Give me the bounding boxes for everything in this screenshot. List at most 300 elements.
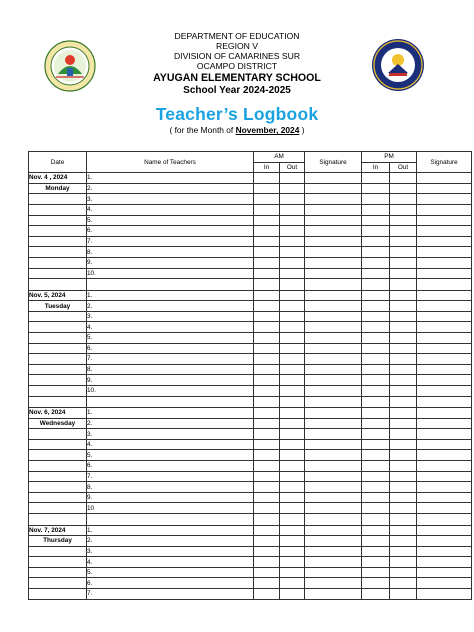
teacher-number-cell: 3.: [87, 311, 254, 322]
am-in-cell: [254, 439, 280, 450]
am-out-cell: [280, 364, 305, 375]
am-in-cell: [254, 173, 280, 184]
signature-am-cell: [305, 536, 362, 547]
am-in-cell: [254, 385, 280, 396]
teacher-number-cell: 8.: [87, 482, 254, 493]
am-in-cell: [254, 247, 280, 258]
table-row: [29, 226, 472, 237]
empty-cell: [417, 514, 472, 526]
table-row: [29, 183, 472, 194]
signature-pm-cell: [417, 290, 472, 301]
empty-cell: [29, 471, 87, 482]
signature-am-cell: [305, 492, 362, 503]
am-in-cell: [254, 194, 280, 205]
signature-pm-cell: [417, 567, 472, 578]
table-row: [29, 408, 472, 419]
am-in-cell: [254, 226, 280, 237]
pm-in-cell: [362, 226, 390, 237]
empty-cell: [362, 279, 390, 291]
pm-out-cell: [390, 375, 417, 386]
empty-cell: [29, 268, 87, 279]
pm-out-cell: [390, 215, 417, 226]
pm-in-cell: [362, 215, 390, 226]
am-out-cell: [280, 525, 305, 536]
am-in-cell: [254, 354, 280, 365]
am-out-cell: [280, 546, 305, 557]
subtitle: [0, 125, 474, 135]
subtitle-suffix: ): [299, 125, 305, 135]
table-row: [29, 354, 472, 365]
empty-cell: [29, 247, 87, 258]
empty-cell: [29, 375, 87, 386]
empty-cell: [362, 514, 390, 526]
empty-cell: [87, 279, 254, 291]
empty-cell: [29, 461, 87, 472]
am-in-cell: [254, 301, 280, 312]
pm-in-cell: [362, 343, 390, 354]
weekday-cell: Monday: [29, 183, 87, 194]
teacher-number-cell: 2.: [87, 418, 254, 429]
pm-out-cell: [390, 364, 417, 375]
am-out-cell: [280, 290, 305, 301]
pm-out-cell: [390, 429, 417, 440]
empty-cell: [29, 354, 87, 365]
school-year: School Year 2024-2025: [183, 84, 291, 96]
pm-out-cell: [390, 333, 417, 344]
signature-am-cell: [305, 311, 362, 322]
signature-am-cell: [305, 236, 362, 247]
empty-cell: [362, 396, 390, 408]
pm-out-cell: [390, 343, 417, 354]
am-out-cell: [280, 215, 305, 226]
date-cell: Nov. 6, 2024: [29, 408, 87, 419]
teacher-number-cell: 2.: [87, 301, 254, 312]
signature-pm-cell: [417, 578, 472, 589]
pm-in-cell: [362, 301, 390, 312]
signature-am-cell: [305, 546, 362, 557]
table-row: [29, 589, 472, 600]
teacher-number-cell: 6.: [87, 226, 254, 237]
am-out-cell: [280, 226, 305, 237]
table-row: [29, 567, 472, 578]
empty-cell: [29, 546, 87, 557]
signature-pm-cell: [417, 204, 472, 215]
signature-pm-cell: [417, 236, 472, 247]
signature-am-cell: [305, 301, 362, 312]
table-row: [29, 215, 472, 226]
signature-am-cell: [305, 567, 362, 578]
am-out-cell: [280, 408, 305, 419]
am-out-cell: [280, 268, 305, 279]
am-in-cell: [254, 482, 280, 493]
signature-pm-cell: [417, 557, 472, 568]
header-pm: PM: [362, 152, 417, 163]
am-out-cell: [280, 567, 305, 578]
am-out-cell: [280, 311, 305, 322]
date-cell: Nov. 5, 2024: [29, 290, 87, 301]
signature-am-cell: [305, 183, 362, 194]
am-out-cell: [280, 471, 305, 482]
empty-cell: [417, 396, 472, 408]
table-row: [29, 290, 472, 301]
signature-am-cell: [305, 471, 362, 482]
teacher-number-cell: 4.: [87, 322, 254, 333]
teacher-number-cell: 1.: [87, 173, 254, 184]
teacher-number-cell: 10.: [87, 268, 254, 279]
am-in-cell: [254, 567, 280, 578]
header-name-of-teachers: Name of Teachers: [87, 152, 254, 173]
empty-cell: [305, 396, 362, 408]
pm-in-cell: [362, 578, 390, 589]
table-row: [29, 461, 472, 472]
pm-out-cell: [390, 546, 417, 557]
teacher-number-cell: 5.: [87, 450, 254, 461]
spacer-row: [29, 514, 472, 526]
pm-out-cell: [390, 236, 417, 247]
teacher-number-cell: 7.: [87, 589, 254, 600]
teacher-number-cell: 10.: [87, 385, 254, 396]
pm-in-cell: [362, 536, 390, 547]
am-out-cell: [280, 589, 305, 600]
pm-in-cell: [362, 354, 390, 365]
pm-in-cell: [362, 503, 390, 514]
am-out-cell: [280, 173, 305, 184]
logbook-table: [28, 151, 472, 600]
am-out-cell: [280, 557, 305, 568]
pm-out-cell: [390, 204, 417, 215]
empty-cell: [417, 279, 472, 291]
district-line: OCAMPO DISTRICT: [196, 61, 278, 71]
signature-pm-cell: [417, 215, 472, 226]
pm-in-cell: [362, 194, 390, 205]
table-row: [29, 471, 472, 482]
signature-pm-cell: [417, 492, 472, 503]
table-row: [29, 236, 472, 247]
signature-am-cell: [305, 290, 362, 301]
empty-cell: [29, 492, 87, 503]
pm-in-cell: [362, 364, 390, 375]
am-out-cell: [280, 429, 305, 440]
pm-out-cell: [390, 461, 417, 472]
signature-am-cell: [305, 557, 362, 568]
teacher-number-cell: 3.: [87, 194, 254, 205]
spacer-row: [29, 396, 472, 408]
pm-out-cell: [390, 408, 417, 419]
teacher-number-cell: 8.: [87, 364, 254, 375]
pm-out-cell: [390, 567, 417, 578]
am-in-cell: [254, 183, 280, 194]
table-row: [29, 557, 472, 568]
signature-am-cell: [305, 385, 362, 396]
pm-out-cell: [390, 268, 417, 279]
signature-pm-cell: [417, 429, 472, 440]
pm-out-cell: [390, 311, 417, 322]
am-out-cell: [280, 322, 305, 333]
table-row: [29, 364, 472, 375]
empty-cell: [29, 279, 87, 291]
signature-pm-cell: [417, 525, 472, 536]
am-out-cell: [280, 461, 305, 472]
signature-am-cell: [305, 364, 362, 375]
am-in-cell: [254, 471, 280, 482]
pm-out-cell: [390, 536, 417, 547]
signature-pm-cell: [417, 354, 472, 365]
pm-in-cell: [362, 461, 390, 472]
empty-cell: [29, 322, 87, 333]
signature-am-cell: [305, 343, 362, 354]
region-line: REGION V: [215, 41, 259, 51]
signature-pm-cell: [417, 343, 472, 354]
pm-in-cell: [362, 311, 390, 322]
pm-in-cell: [362, 173, 390, 184]
signature-am-cell: [305, 247, 362, 258]
pm-in-cell: [362, 482, 390, 493]
signature-pm-cell: [417, 257, 472, 268]
am-out-cell: [280, 439, 305, 450]
table-row: [29, 311, 472, 322]
pm-out-cell: [390, 385, 417, 396]
am-out-cell: [280, 301, 305, 312]
teacher-number-cell: 6.: [87, 578, 254, 589]
signature-pm-cell: [417, 482, 472, 493]
am-in-cell: [254, 215, 280, 226]
signature-am-cell: [305, 525, 362, 536]
teacher-number-cell: 1.: [87, 525, 254, 536]
empty-cell: [254, 514, 280, 526]
table-row: [29, 482, 472, 493]
table-row: [29, 343, 472, 354]
signature-am-cell: [305, 194, 362, 205]
table-row: [29, 194, 472, 205]
am-in-cell: [254, 322, 280, 333]
am-in-cell: [254, 311, 280, 322]
pm-out-cell: [390, 173, 417, 184]
teacher-number-cell: 9.: [87, 492, 254, 503]
am-in-cell: [254, 578, 280, 589]
signature-am-cell: [305, 333, 362, 344]
teacher-number-cell: 2.: [87, 536, 254, 547]
am-out-cell: [280, 385, 305, 396]
pm-in-cell: [362, 439, 390, 450]
empty-cell: [29, 396, 87, 408]
am-in-cell: [254, 557, 280, 568]
pm-in-cell: [362, 525, 390, 536]
empty-cell: [29, 236, 87, 247]
date-cell: Nov. 4 , 2024: [29, 173, 87, 184]
table-row: [29, 546, 472, 557]
table-row: [29, 322, 472, 333]
empty-cell: [390, 514, 417, 526]
header-am-out: Out: [280, 162, 305, 173]
signature-pm-cell: [417, 450, 472, 461]
am-out-cell: [280, 375, 305, 386]
empty-cell: [305, 279, 362, 291]
signature-am-cell: [305, 173, 362, 184]
pm-in-cell: [362, 492, 390, 503]
pm-in-cell: [362, 546, 390, 557]
signature-pm-cell: [417, 589, 472, 600]
pm-out-cell: [390, 257, 417, 268]
am-in-cell: [254, 461, 280, 472]
am-out-cell: [280, 578, 305, 589]
pm-out-cell: [390, 183, 417, 194]
pm-out-cell: [390, 471, 417, 482]
pm-in-cell: [362, 257, 390, 268]
empty-cell: [29, 482, 87, 493]
am-out-cell: [280, 482, 305, 493]
teacher-number-cell: 6.: [87, 461, 254, 472]
pm-out-cell: [390, 450, 417, 461]
signature-pm-cell: [417, 173, 472, 184]
table-row: [29, 247, 472, 258]
signature-pm-cell: [417, 536, 472, 547]
pm-out-cell: [390, 247, 417, 258]
pm-out-cell: [390, 290, 417, 301]
empty-cell: [29, 557, 87, 568]
table-row: [29, 173, 472, 184]
table-row: [29, 268, 472, 279]
empty-cell: [29, 385, 87, 396]
empty-cell: [29, 215, 87, 226]
teacher-number-cell: 4.: [87, 204, 254, 215]
signature-pm-cell: [417, 183, 472, 194]
pm-in-cell: [362, 557, 390, 568]
am-in-cell: [254, 204, 280, 215]
signature-am-cell: [305, 354, 362, 365]
teacher-number-cell: 7.: [87, 471, 254, 482]
spacer-row: [29, 279, 472, 291]
signature-am-cell: [305, 322, 362, 333]
teacher-number-cell: 3.: [87, 546, 254, 557]
am-in-cell: [254, 536, 280, 547]
am-in-cell: [254, 525, 280, 536]
empty-cell: [29, 429, 87, 440]
pm-out-cell: [390, 503, 417, 514]
pm-out-cell: [390, 589, 417, 600]
am-out-cell: [280, 257, 305, 268]
empty-cell: [29, 311, 87, 322]
signature-pm-cell: [417, 364, 472, 375]
am-out-cell: [280, 236, 305, 247]
weekday-cell: Wednesday: [29, 418, 87, 429]
header-date: Date: [29, 152, 87, 173]
empty-cell: [29, 514, 87, 526]
pm-in-cell: [362, 322, 390, 333]
am-in-cell: [254, 408, 280, 419]
pm-in-cell: [362, 385, 390, 396]
table-row: [29, 418, 472, 429]
signature-am-cell: [305, 503, 362, 514]
signature-pm-cell: [417, 408, 472, 419]
pm-in-cell: [362, 408, 390, 419]
am-in-cell: [254, 268, 280, 279]
empty-cell: [29, 257, 87, 268]
empty-cell: [29, 578, 87, 589]
am-out-cell: [280, 450, 305, 461]
empty-cell: [29, 439, 87, 450]
signature-am-cell: [305, 482, 362, 493]
signature-pm-cell: [417, 322, 472, 333]
school-name: AYUGAN ELEMENTARY SCHOOL: [153, 72, 321, 84]
pm-in-cell: [362, 333, 390, 344]
table-row: [29, 450, 472, 461]
teacher-number-cell: 5.: [87, 215, 254, 226]
table-row: [29, 492, 472, 503]
am-out-cell: [280, 418, 305, 429]
pm-out-cell: [390, 525, 417, 536]
pm-in-cell: [362, 204, 390, 215]
signature-pm-cell: [417, 461, 472, 472]
table-row: [29, 525, 472, 536]
pm-in-cell: [362, 567, 390, 578]
pm-out-cell: [390, 226, 417, 237]
signature-pm-cell: [417, 375, 472, 386]
signature-am-cell: [305, 204, 362, 215]
weekday-cell: Thursday: [29, 536, 87, 547]
am-in-cell: [254, 418, 280, 429]
empty-cell: [29, 364, 87, 375]
teacher-number-cell: 7.: [87, 354, 254, 365]
signature-am-cell: [305, 215, 362, 226]
header-am-in: In: [254, 162, 280, 173]
pm-out-cell: [390, 194, 417, 205]
pm-in-cell: [362, 183, 390, 194]
am-in-cell: [254, 375, 280, 386]
signature-am-cell: [305, 450, 362, 461]
table-row: [29, 204, 472, 215]
header-pm-out: Out: [390, 162, 417, 173]
pm-out-cell: [390, 418, 417, 429]
am-in-cell: [254, 364, 280, 375]
teacher-number-cell: 1.: [87, 408, 254, 419]
pm-in-cell: [362, 236, 390, 247]
teacher-number-cell: 9.: [87, 257, 254, 268]
teacher-number-cell: 2.: [87, 183, 254, 194]
empty-cell: [29, 343, 87, 354]
table-row: [29, 439, 472, 450]
pm-out-cell: [390, 354, 417, 365]
subtitle-month: November, 2024: [235, 125, 300, 135]
am-in-cell: [254, 257, 280, 268]
pm-out-cell: [390, 322, 417, 333]
empty-cell: [29, 194, 87, 205]
am-out-cell: [280, 183, 305, 194]
table-row: [29, 301, 472, 312]
am-in-cell: [254, 450, 280, 461]
teacher-number-cell: 9.: [87, 375, 254, 386]
teacher-number-cell: 5.: [87, 567, 254, 578]
header-am: AM: [254, 152, 305, 163]
empty-cell: [254, 279, 280, 291]
signature-pm-cell: [417, 418, 472, 429]
document-header: [0, 31, 474, 97]
am-in-cell: [254, 429, 280, 440]
header-signature-pm: Signature: [417, 152, 472, 173]
teacher-number-cell: 5.: [87, 333, 254, 344]
table-row: [29, 429, 472, 440]
signature-am-cell: [305, 268, 362, 279]
pm-in-cell: [362, 290, 390, 301]
signature-pm-cell: [417, 385, 472, 396]
table-row: [29, 385, 472, 396]
signature-am-cell: [305, 418, 362, 429]
logbook-body: [29, 173, 472, 599]
pm-in-cell: [362, 375, 390, 386]
am-out-cell: [280, 204, 305, 215]
signature-pm-cell: [417, 546, 472, 557]
subtitle-prefix: ( for the Month of: [169, 125, 236, 135]
am-in-cell: [254, 492, 280, 503]
